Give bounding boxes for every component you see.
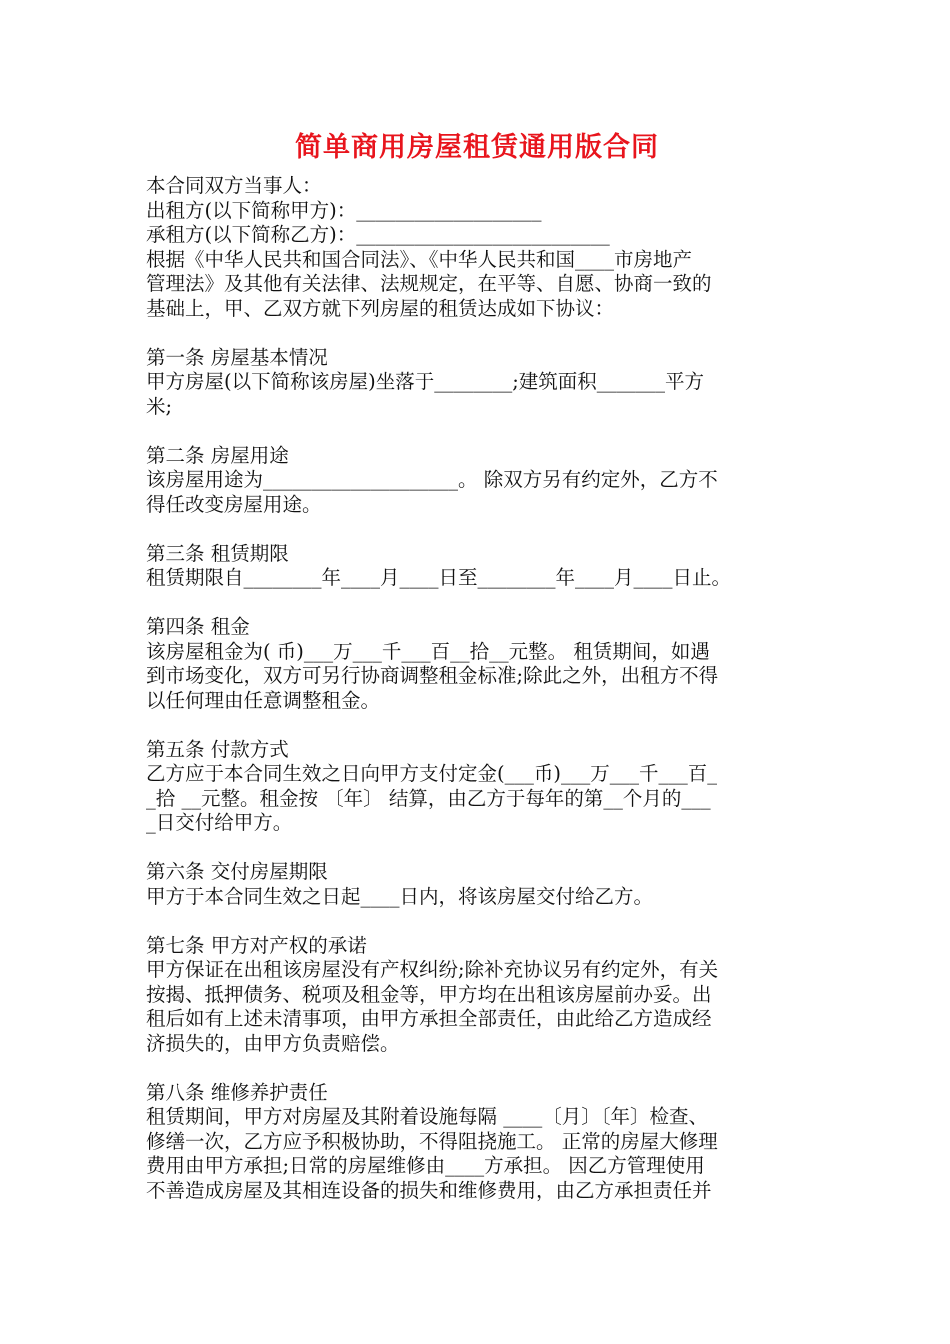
text-line: 第五条 付款方式 — [146, 737, 289, 761]
paragraph-gap — [146, 909, 808, 934]
text-line: 修缮一次，乙方应予积极协助，不得阻挠施工。 正常的房屋大修理 — [146, 1129, 718, 1153]
text-line: 该房屋租金为( 币)___万___千___百__拾__元整。 租赁期间，如遇 — [146, 639, 710, 663]
text-line: 该房屋用途为____________________。 除双方另有约定外，乙方不 — [146, 468, 718, 491]
text-line: 根据《中华人民共和国合同法》、《中华人民共和国____市房地产 — [146, 247, 693, 271]
text-line: 以任何理由任意调整租金。 — [146, 688, 381, 712]
text-line: 管理法》及其他有关法律、法规规定，在平等、自愿、协商一致的 — [146, 272, 712, 295]
text-line: 基础上，甲、乙双方就下列房屋的租赁达成如下协议： — [146, 296, 615, 320]
text-line: 甲方保证在出租该房屋没有产权纠纷;除补充协议另有约定外，有关 — [146, 958, 719, 981]
text-line: 租后如有上述未清事项，由甲方承担全部责任，由此给乙方造成经 — [146, 1007, 712, 1030]
document-body — [146, 174, 808, 1203]
paragraph-gap — [146, 321, 808, 346]
text-line: 出租方(以下简称甲方)：___________________ — [146, 198, 542, 222]
text-line: 费用由甲方承担;日常的房屋维修由____方承担。 因乙方管理使用 — [146, 1154, 705, 1177]
text-line: 乙方应于本合同生效之日向甲方支付定金(___币)___万___千___百_ — [146, 762, 717, 785]
contract-page — [146, 128, 808, 1203]
paragraph-gap — [146, 591, 808, 616]
paragraph-gap — [146, 713, 808, 738]
text-line: 第一条 房屋基本情况 — [146, 345, 328, 369]
text-line: 甲方于本合同生效之日起____日内，将该房屋交付给乙方。 — [146, 884, 654, 908]
text-line: 不善造成房屋及其相连设备的损失和维修费用，由乙方承担责任并 — [146, 1178, 712, 1202]
text-line: _拾 __元整。租金按 〔年〕 结算，由乙方于每年的第__个月的___ — [146, 786, 711, 810]
text-line: 租赁期限自________年____月____日至________年____月____日止。 — [146, 566, 732, 589]
paragraph-gap — [146, 1056, 808, 1081]
text-line: 第七条 甲方对产权的承诺 — [146, 933, 367, 957]
text-line: 承租方(以下简称乙方)：__________________________ — [146, 223, 610, 246]
text-line: 第二条 房屋用途 — [146, 443, 289, 467]
text-line: 到市场变化，双方可另行协商调整租金标准;除此之外，出租方不得 — [146, 664, 719, 687]
paragraph-gap — [146, 836, 808, 861]
text-line: 济损失的，由甲方负责赔偿。 — [146, 1031, 400, 1055]
text-line: _日交付给甲方。 — [146, 811, 293, 834]
paragraph-gap — [146, 419, 808, 444]
paragraph-gap — [146, 517, 808, 542]
text-line: 按揭、抵押债务、税项及租金等，甲方均在出租该房屋前办妥。出 — [146, 982, 712, 1006]
text-line: 得任改变房屋用途。 — [146, 492, 322, 516]
text-line: 甲方房屋(以下简称该房屋)坐落于________;建筑面积_______平方 — [146, 370, 705, 393]
text-line: 本合同双方当事人： — [146, 174, 322, 197]
text-line: 第六条 交付房屋期限 — [146, 860, 328, 883]
document-title: 简单商用房屋租赁通用版合同 — [295, 132, 659, 163]
text-line: 第四条 租金 — [146, 615, 250, 638]
text-line: 租赁期间，甲方对房屋及其附着设施每隔 ____〔月〕〔年〕检查、 — [146, 1105, 708, 1128]
text-line: 第三条 租赁期限 — [146, 541, 289, 565]
text-line: 米; — [146, 394, 173, 418]
text-line: 第八条 维修养护责任 — [146, 1080, 328, 1104]
